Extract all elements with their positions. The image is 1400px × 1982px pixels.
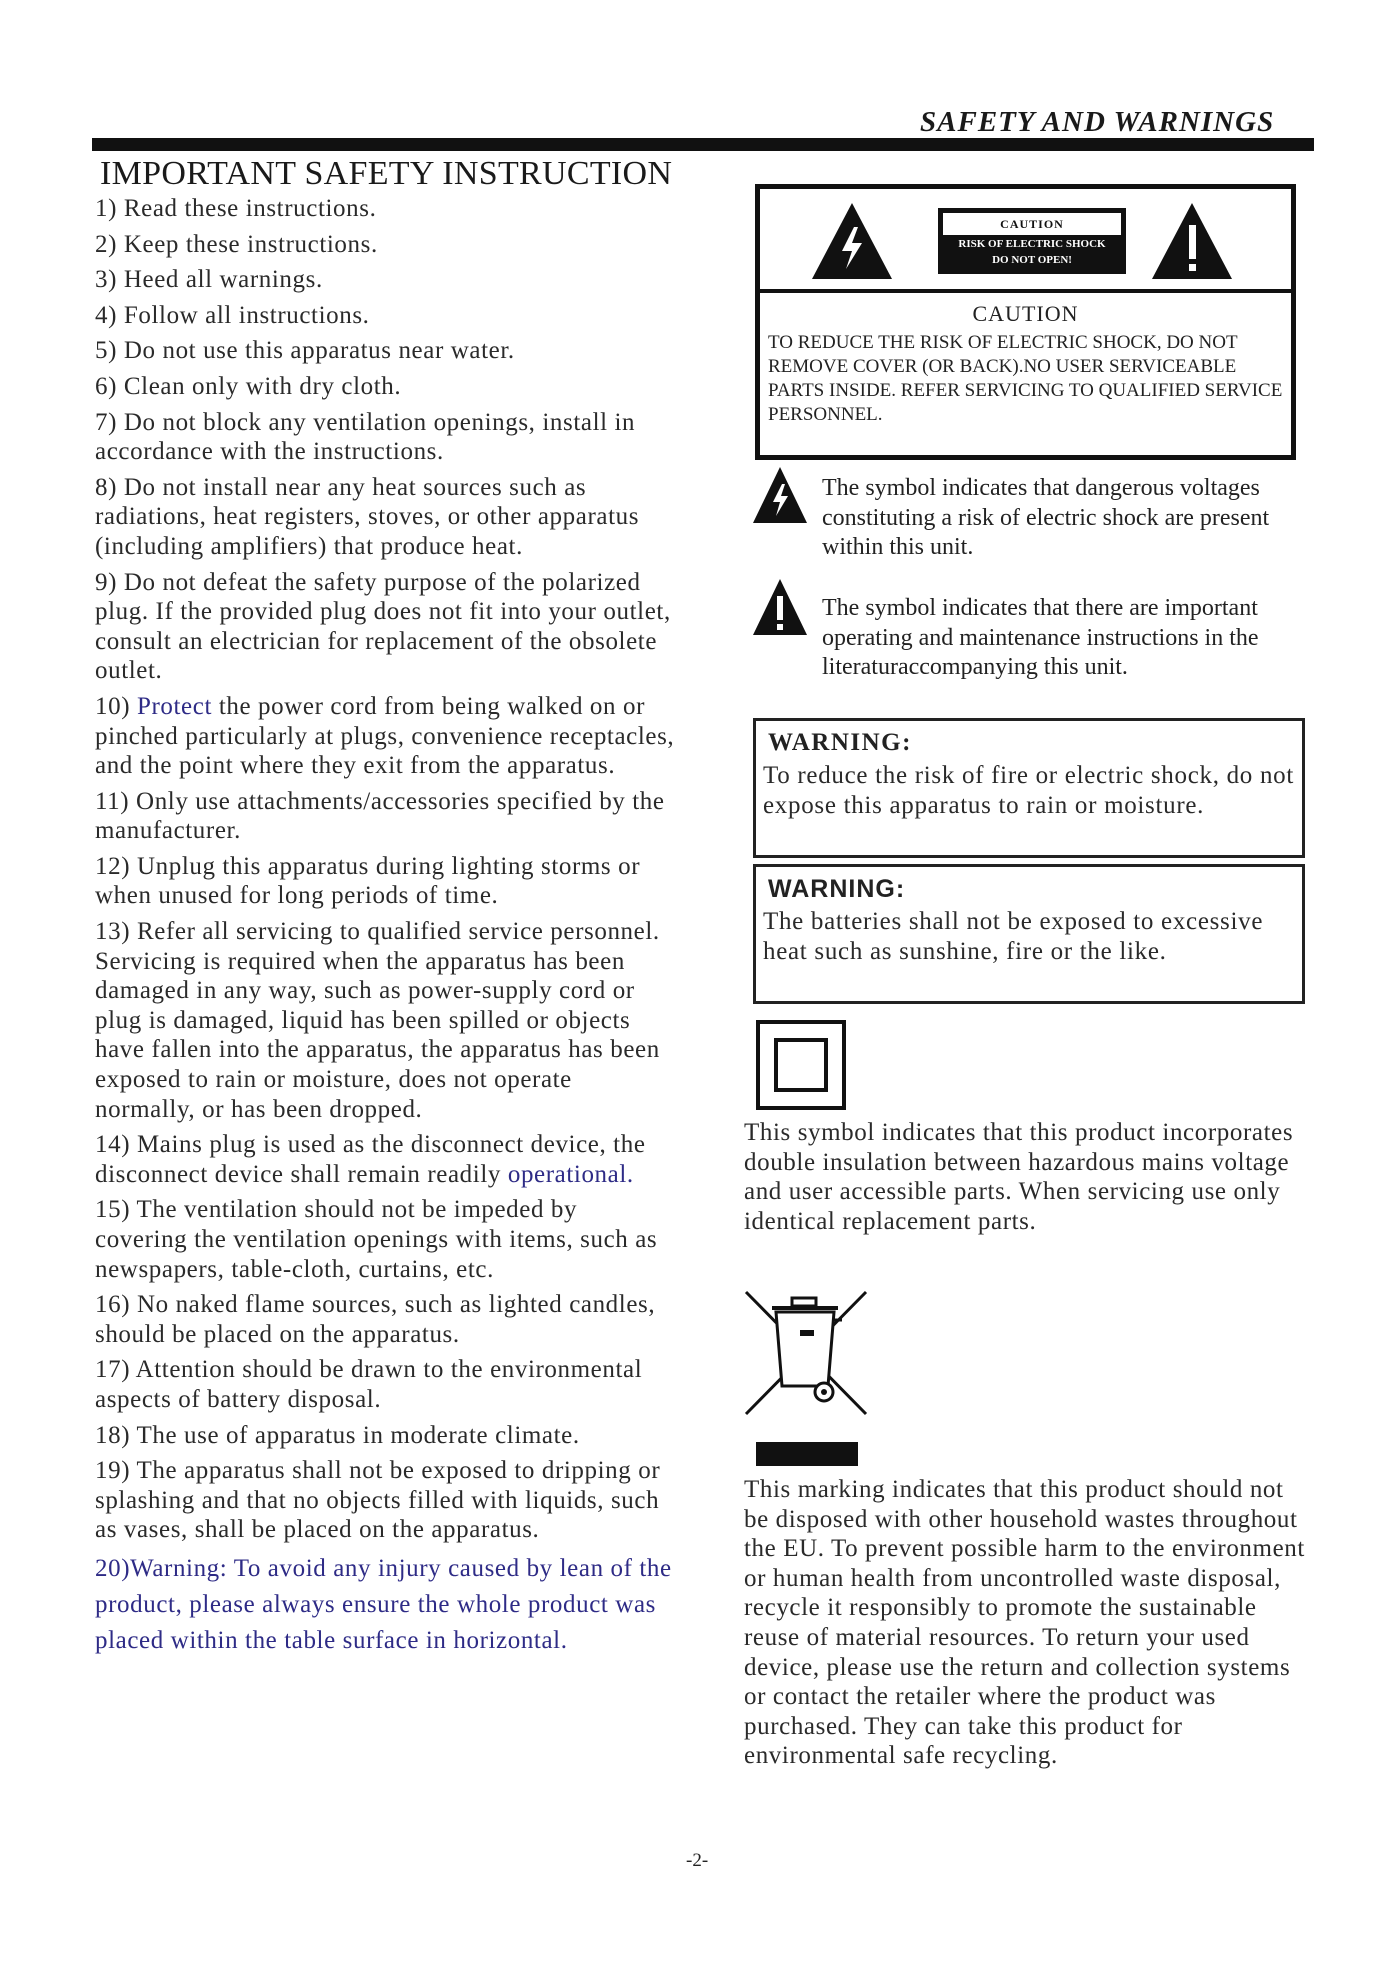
instruction-item: 12) Unplug this apparatus during lighting storms or when unused for long periods of time. [95,852,641,910]
warning-title: WARNING: [768,729,912,756]
instruction-item: 19) The apparatus shall not be exposed to dripping or splashing and that no objects filled with liquids, such as vases, shall be placed on the apparatus. [95,1457,661,1544]
item-text: the power cord from being walked on or pinched particularly at plugs, convenience receptacles, and the point where they exit from the apparatus. [95,692,675,780]
item-text: 14) Mains plug is used as the disconnect device, the disconnect device shall remain readily [95,1131,646,1188]
instruction-item: 4) Follow all instructions. [95,301,370,329]
lightning-symbol-text: The symbol indicates that dangerous voltages constituting a risk of electric shock are present within this unit. [822,475,1270,560]
warning-panel-batteries [753,864,1305,1004]
instruction-item [95,1130,675,1189]
instruction-item: 5) Do not use this apparatus near water. [95,337,515,365]
highlight-text: Protect [136,692,212,720]
exclamation-triangle-icon [752,578,808,636]
weee-text: This marking indicates that this product should not be disposed with other household wastes throughout the EU. To prevent possible harm to the environment or human health from uncontrolled waste disposal, recycle it responsibly to promote the sustainable reuse of material resources. To return your used device, please use the return and collection systems or contact the retailer where the product was purchased. They can take this product for environmental safe recycling. [744,1476,1305,1770]
instruction-item: 1) Read these instructions. [95,195,377,222]
instruction-item: 13) Refer all servicing to qualified service personnel. Servicing is required when the apparatus has been damaged in any way, such as power-supply cord or plug is damaged, liquid has been spilled or objects have fallen into the apparatus, the apparatus has been exposed to rain or moisture, does not operate normally, or has been dropped. [95,918,660,1123]
warning-text: The batteries shall not be exposed to excessive heat such as sunshine, fire or the like. [763,908,1264,965]
header-rule [92,138,1314,151]
instruction-list [95,194,675,1665]
warning-panel-fire [753,718,1305,858]
instruction-item: 17) Attention should be drawn to the environmental aspects of battery disposal. [95,1356,643,1413]
instruction-item: 7) Do not block any ventilation openings, install in accordance with the instructions. [95,408,636,466]
highlight-text: operational. [507,1160,634,1188]
warning-text: To reduce the risk of fire or electric shock, do not expose this apparatus to rain or moisture. [763,762,1294,819]
instruction-item: 15) The ventilation should not be impeded by covering the ventilation openings with items, such as newspapers, table-cloth, curtains, etc. [95,1196,658,1283]
caution-heading: CAUTION [972,301,1079,326]
double-insulation-icon [756,1020,846,1110]
exclamation-triangle-icon [1150,201,1234,281]
weee-bar [756,1442,858,1466]
page-number: -2- [686,1850,709,1871]
caution-text: TO REDUCE THE RISK OF ELECTRIC SHOCK, DO NOT REMOVE COVER (OR BACK).NO USER SERVICEABLE PARTS INSIDE. REFER SERVICING TO QUALIFIED SERVICE PERSONNEL. [768,332,1283,425]
lightning-triangle-icon [752,466,808,524]
double-insulation-text: This symbol indicates that this product incorporates double insulation between hazardous mains voltage and user accessible parts. When servicing use only identical replacement parts. [744,1119,1294,1235]
warning-title: WARNING: [768,875,906,903]
section-title: IMPORTANT SAFETY INSTRUCTION [100,155,673,192]
caution-label-subtitle: RISK OF ELECTRIC SHOCK DO NOT OPEN! [958,238,1106,266]
instruction-item: 16) No naked flame sources, such as lighted candles, should be placed on the apparatus. [95,1291,656,1348]
instruction-item: 9) Do not defeat the safety purpose of the polarized plug. If the provided plug does not fit into your outlet, consult an electrician for replacement of the obsolete outlet. [95,568,671,685]
instruction-item: 2) Keep these instructions. [95,230,378,258]
caution-label-title: CAUTION [943,213,1121,235]
item-number: 10) [95,692,137,720]
instruction-item-warning: 20)Warning: To avoid any injury caused by lean of the product, please always ensure the whole product was placed within the table surface in horizontal. [95,1554,672,1654]
instruction-item: 3) Heed all warnings. [95,266,323,294]
instruction-item: 8) Do not install near any heat sources such as radiations, heat registers, stoves, or other apparatus (including amplifiers) that produce heat. [95,473,640,560]
instruction-item: 18) The use of apparatus in moderate climate. [95,1421,580,1449]
caution-symbol-row [760,189,1291,293]
crossed-out-bin-icon [742,1286,870,1420]
exclamation-symbol-text: The symbol indicates that there are important operating and maintenance instructions in the literaturaccompanying this unit. [822,595,1259,680]
header-title: SAFETY AND WARNINGS [920,106,1275,138]
caution-panel [755,184,1296,460]
lightning-triangle-icon [810,201,894,281]
instruction-item: 11) Only use attachments/accessories specified by the manufacturer. [95,787,665,845]
instruction-item: 6) Clean only with dry cloth. [95,372,402,400]
instruction-item [95,692,675,781]
caution-label [938,208,1126,274]
